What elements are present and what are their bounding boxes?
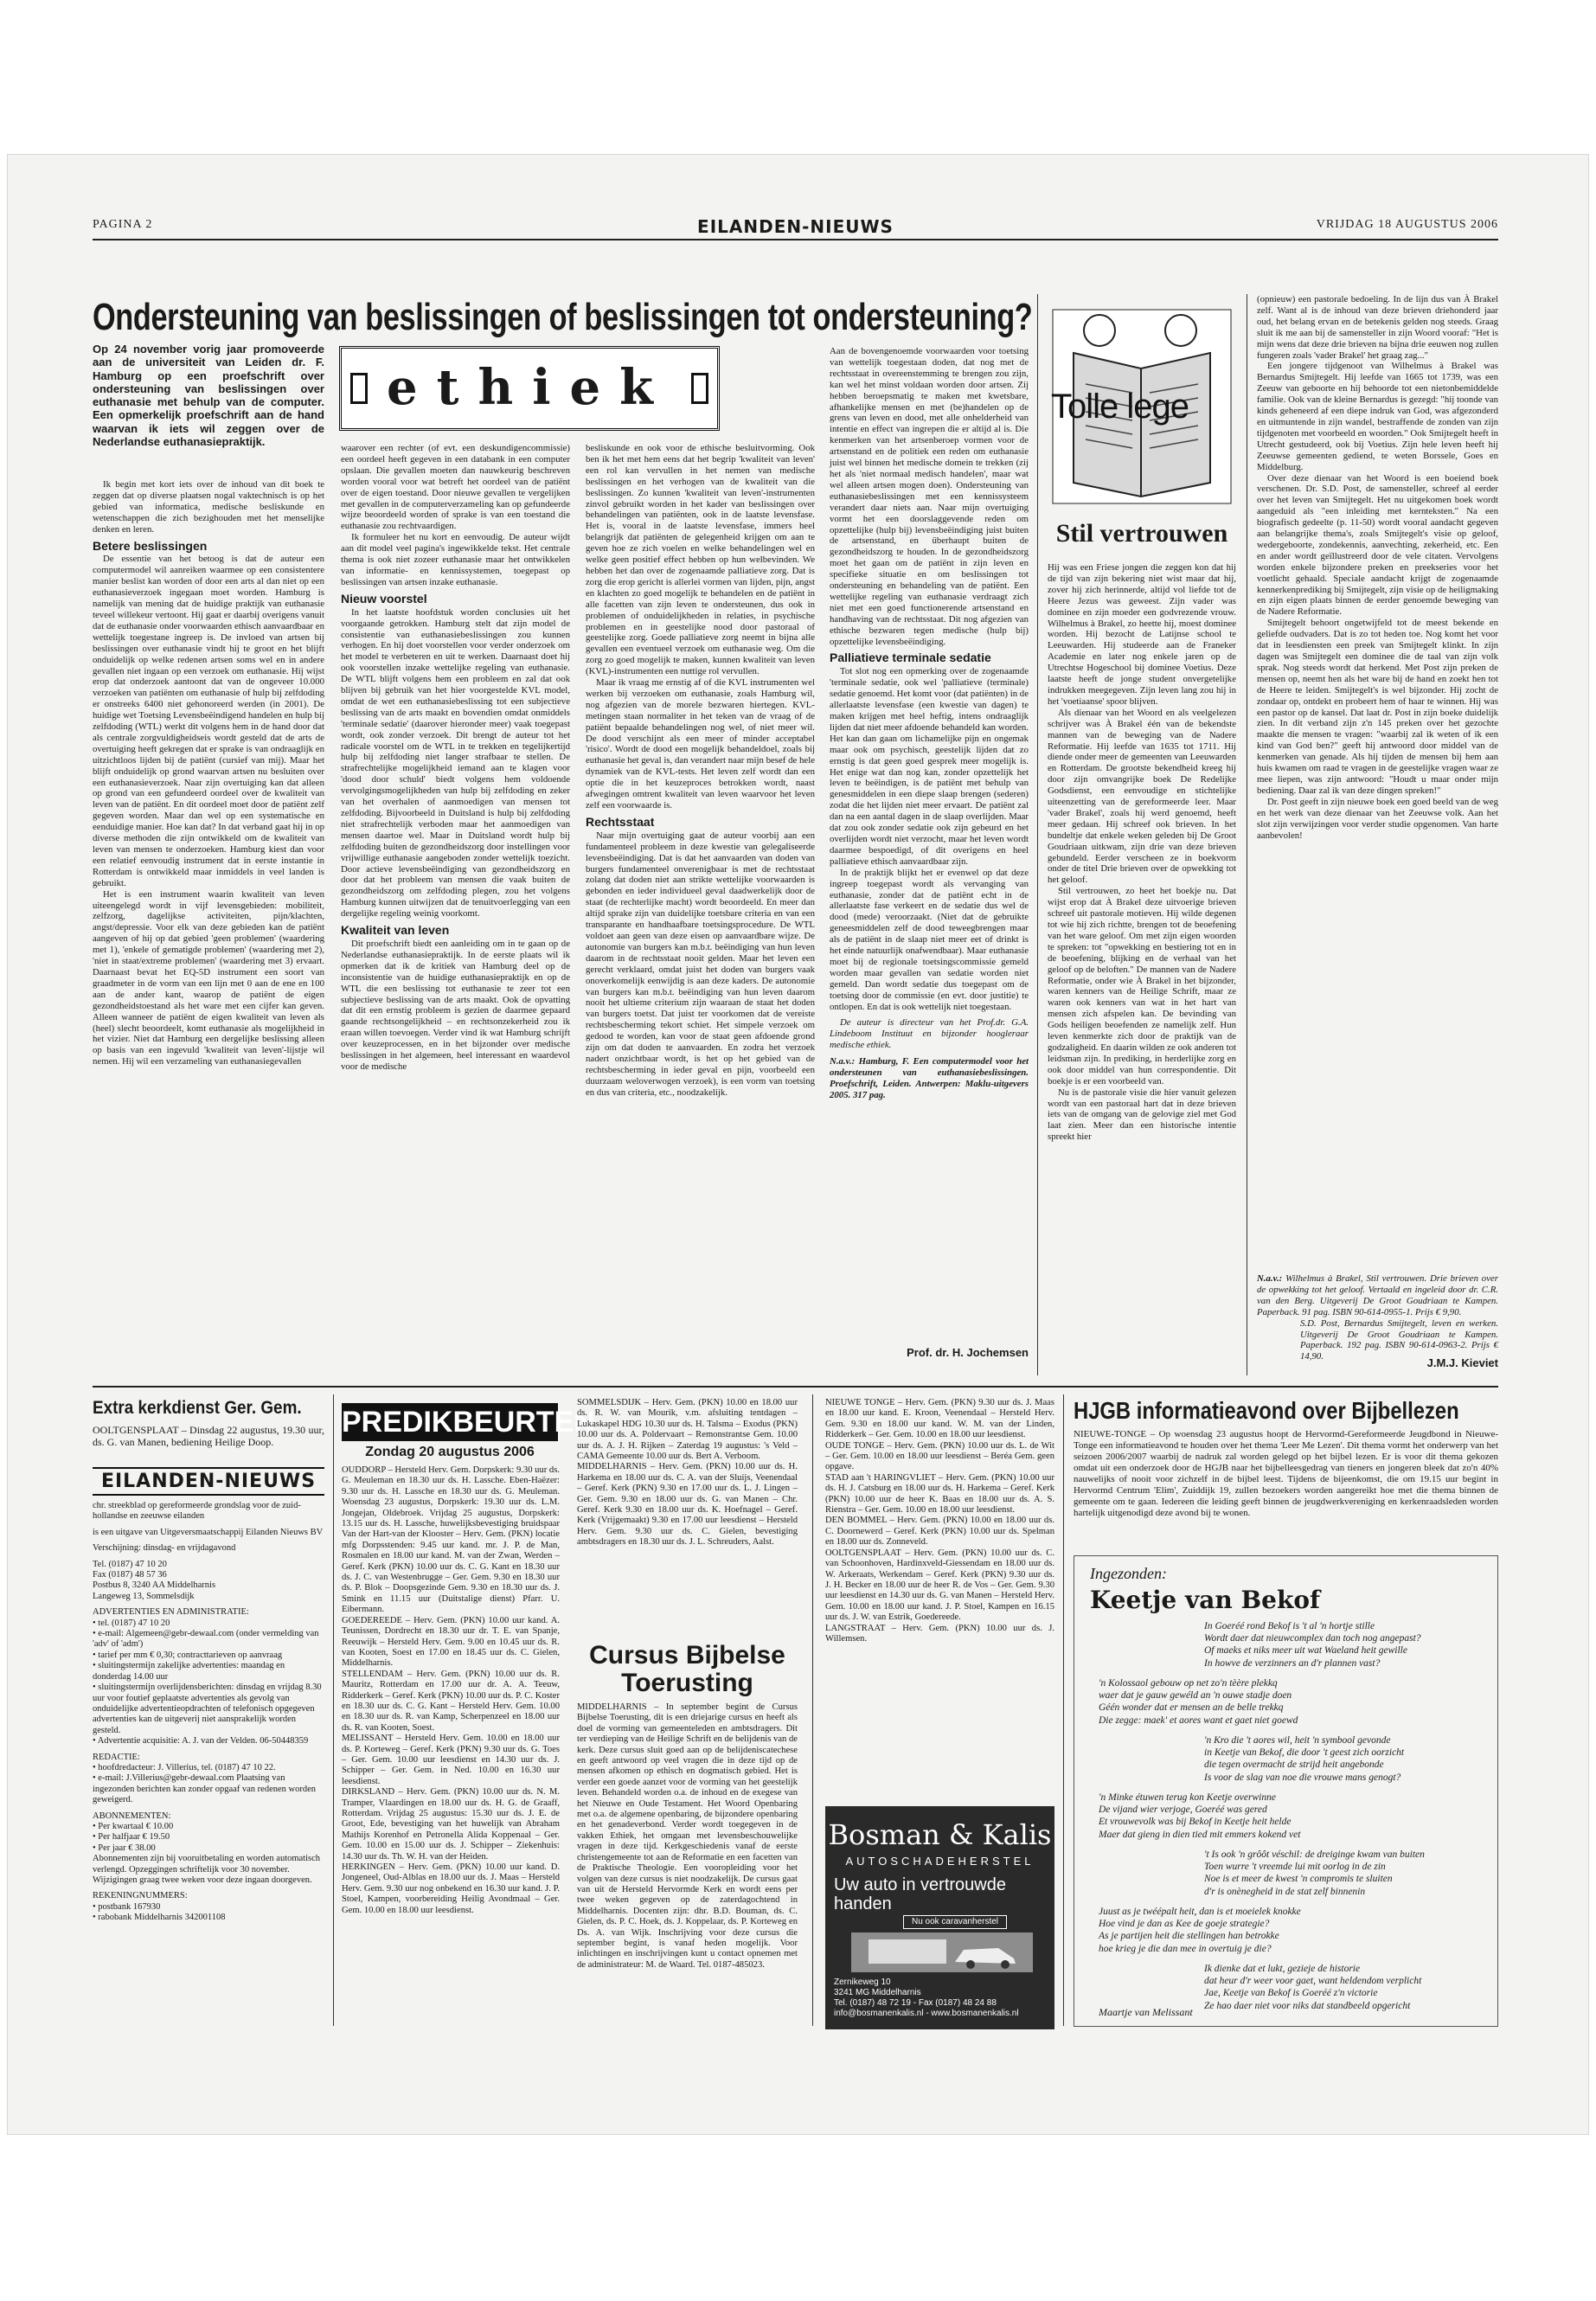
nav-label: N.a.v.: — [1257, 1273, 1283, 1284]
article-column-1 — [93, 479, 324, 1372]
predikbeurten-column-1: OUDDORP – Hersteld Herv. Gem. Dorpskerk: 9.30 uur ds. G. Meuleman en 18.30 uur ds. H. Lassche. Eben-Haëzer: 9.30 uur ds. H. Lassche en 18.30 uur ds. G. Meuleman. Woensdag 23 augustus, Dorpskerk: 19.30 uur ds. L.M. Jongejan, Oldebroek. Vrijdag 25 augustus, Dorpskerk: 13.15 uur ds. H. Lassche, huwelijksbevestiging bruidspaar Van der Hart-van der Klooster – Herv. Gem. (PKN) locatie mfg Dorpsstenden: 9.45 uur kand. mr. J. P. de Man, Rosmalen en 18.00 uur kand. M. van der Zwan, Werden – Geref. Kerk (PKN) 10.00 uur ds. C. G. Kant en 18.30 uur ds. J. C. van Westenbrugge – Ger. Gem. 9.30 en 18.30 uur ds. P. Blok – Doopsgezinde Gem. 9.30 en 18.30 uur ds. J. Smink en 11.15 uur (Duitstalige dienst) Pfarr. U. Eibermann. GOEDEREEDE – Herv. Gem. (PKN) 10.00 uur kand. A. Teunissen, Dordrecht en 18.30 uur dr. T. E. van Spanje, Reeuwijk – Hersteld Herv. Gem. 9.00 en 10.45 uur ds. R. van Kooten, Soest en 17.00 en 18.45 uur ds. C. Gielen, Middelharnis. STELLENDAM – Herv. Gem. (PKN) 10.00 uur ds. R. Mauritz, Rotterdam en 17.00 uur dr. A. A. Teeuw, Ridderkerk – Geref. Kerk (PKN) 10.00 uur ds. P. C. Koster en 18.30 uur ds. C. G. Kant – Hersteld Herv. Gem. 10.00 en 18.30 uur ds. R. van Kamp, Scherpenzeel en 18.00 uur ds. R. van Kooten, Soest. MELISSANT – Hersteld Herv. Gem. 10.00 en 18.00 uur ds. P. Korteweg – Geref. Kerk (PKN) 9.30 uur ds. G. Toes – Ger. Gem. 10.00 uur leesdienst en 14.30 uur ds. J. Schipper – Ger. Gem. in Ned. 10.00 en 16.30 uur leesdienst. DIRKSLAND – Herv. Gem. (PKN) 10.00 uur ds. N. M. Tramper, Vlaardingen en 18.00 uur ds. H. G. de Graaff, Rotterdam. Vrijdag 25 augustus: 15.30 uur ds. J. E. de Groot, Ede, bevestiging van het huwelijk van Abraham Mathijs Korenhof en Petronella Alida Koppenaal – Ger. Gem. 10.00 en 15.00 uur ds. J. Schipper – Ziekenhuis: 14.30 uur ds. Th. W. H. van der Heiden. HERKINGEN – Herv. Gem. (PKN) 10.00 uur kand. D. Jongeneel, Oud-Alblas en 18.00 uur ds. J. Maas – Hersteld Herv. Gem. 9.30 uur nog onbekend en 16.30 uur kand. J. P. Stoel, Kampen, voorbereiding Heilig Avondmaal – Ger. Gem. 10.00 en 18.00 uur leesdienst. — [342, 1465, 560, 1915]
paragraph: (opnieuw) een pastorale bedoeling. In de lijn dus van À Brakel zelf. Want al is de inhoud van deze brieven driehonderd jaar oud, het belang ervan en de betekenis gelden nog steeds. Graag sluit ik me aan bij de samensteller in zijn Woord vooraf: "Het is mijn wens dat deze drie brieven na bijna drie eeuwen nog zullen fungeren zoals 'vader Brakel' het graag zag..." — [1257, 294, 1498, 361]
keetje-poem-box — [1074, 1555, 1498, 2027]
tolle-lege-title: Stil vertrouwen — [1055, 519, 1228, 548]
colofon-subscriptions: • Per kwartaal € 10.00 • Per halfjaar € 19.50 • Per jaar € 38.00 Abonnementen zijn bij vooruitbetaling en worden automatisch verlengd. Opzeggingen schriftelijk voor 30 november. Wijzigingen graag twee weken voor deze ingaan doorgeven. — [93, 1821, 321, 1885]
paragraph: Ik formuleer het nu kort en eenvoudig. De auteur wijdt aan dit model veel pagina's ingewikkelde tekst. Het centrale thema is ook niet zozeer euthanasie maar het ontwikkelen van informatie- en kennissystemen, toegepast op beslissingen van artsen inzake euthanasie. — [341, 532, 570, 587]
article-column-2 — [341, 443, 570, 1372]
poem-stanza: Ik dienke dat et lukt, gezieje de historie dat heur d'r weer voor gaet, want heldendom verplicht Jae, Keetje van Bekof is Goeréé z'n victorie Ze hao daer niet voor niks dat standbeeld opgericht — [1204, 1964, 1422, 2011]
paragraph: Een jongere tijdgenoot van Wilhelmus à Brakel was Bernardus Smijtegelt. Hij leefde van 1665 tot 1739, was een Zeeuw van geboorte en hij behoorde tot een nietonbemiddelde familie. Ook van de kleine Bernardus is gezegd: "hij toonde van kinds geheneerd af een diepe indruk van God, was afgezonderd en uitmuntende in zijn wandel, bestraffende de zonden van zijn tijdgenoten met voorbeeld en woorden." Ook Smijtegelt heeft in Utrecht gestudeerd, ook bij Voetius. Zijn hele leven heeft hij Zeeuwse gemeenten gediend, te weten Borssele, Goes en Middelburg. — [1257, 361, 1498, 472]
predikbeurten-date: Zondag 20 augustus 2006 — [365, 1445, 535, 1459]
poem-stanza: 't Is ook 'n grôôt véschil: de dreiginge kwam van buiten Toen wurre 't vreemde lui mit oorlog in de zin Noe is et meer de kwest 'n compromis te sluiten d'r is onènegheid in de stat zelf binnenin — [1204, 1849, 1425, 1897]
colofon-heading: REDACTIE: — [93, 1752, 140, 1762]
tolle-lege-column-2 — [1257, 294, 1498, 1272]
paragraph: Tot slot nog een opmerking over de zogenaamde 'terminale sedatie, ook wel 'palliatieve (terminale) sedatie genoemd. Het komt voor (dat patiënten) in de allerlaatste levensfase (een kwestie van dagen) te maken krijgen met heel heftig, intens ondraaglijk lijden dat niet meer afdoende behandeld kan worden. Het kan dan gaan om lichamelijke pijn en ongemak maar ook om psychisch, geestelijk lijden dat zo ernstig is dat geen goed gesprek meer mogelijk is. Het enige wat dan nog kan, zonder opzettelijk het leven te beëindigen, is de patiënt met behulp van genesmiddelen in een diepe slaap brengen (sederen) zodat die het lijden niet meer ervaart. De patiënt zal dan na een aantal dagen in de slaap overlijden. Maar dat zou ook zonder sedatie ook zijn gebeurd en het overlijden wordt niet verzocht, maar het leven wordt daarmee bespoedigd, of dit overigens en heel palliatieve ethisch aanvaardbaar zijn. — [830, 666, 1029, 867]
hjgb-text: NIEUWE-TONGE – Op woensdag 23 augustus hoopt de Hervormd-Gereformeerde Jeugdbond in Nieuwe-Tonge een informatieavond te houden over het thema 'Leer Me Lezen'. Dit thema vormt het onderwerp van het seizoen 2006/2007 waarbij de nadruk zal worden gelegd op het bijbel lezen. Er is voor dit thema gekozen omdat uit een onderzoek door de HGJB naar het bijbelleesgedrag van tieners en jongeren bleek dat zo'n 40% nauwelijks of nooit voor zichzelf in de bijbel leest. Tijdens de bijeenkomst, die om 19.15 uur begint in Hervormd Centrum 'Elim', Zuiddijk 19, zullen bezoekers worden aangereikt hoe met die thema binnen de gemeente om te gaan. Iedereen die leiding geeft binnen de jeugdwerkvereniging en kerkenraadsleden worden hartelijk uitgenodigd deze avond bij te wonen. — [1074, 1429, 1498, 1518]
predikbeurten-title: PREDIKBEURTEN — [342, 1403, 558, 1441]
author-note: De auteur is directeur van het Prof.dr. G.A. Lindeboom Instituut en bijzonder hoogleraar medische ethiek. — [830, 1017, 1029, 1051]
tolle-lege-text: Tolle lege — [1051, 388, 1189, 426]
cursus-text: MIDDELHARNIS – In september begint de Cursus Bijbelse Toerusting, dit is een driejarige cursus en heeft als doel de vorming van gemeenteleden en ambtsdragers. Dit ter verdieping van de Heilige Schrift en de belijdenis van de kerk. Deze cursus sluit goed aan op de belijdeniscatechese en geeft antwoord op veel vragen die in deze tijd op de mensen afkomen op ethisch en dogmatisch gebied. Het is verder een goede aanzet voor de vorming van het geestelijk leven. Behandeld worden o.a. de inhoud en de exegese van het Nieuwe en Oude Testament. Het Woord Openbaring met o.a. de algemene openbaring, de bijzondere openbaring en het genadeverbond. Verder wordt toegegeven in de vakken Ethiek, het omgaan met levensbeschouwelijke vragen in deze tijd. Kerkgeschiedenis vanaf de eerste christengemeente tot aan de Reformatie en een facetten van de Praktische Theologie. Een vooropleiding voor het volgen van deze cursus is niet noodzakelijk. De cursus gaat van uit de Hersteld Hervormde Kerk en wordt eens per twee weken gegeven op de zaterdagochtend in Middelharnis. Docenten zijn: dhr. B.D. Bouman, ds. C. Gielen, ds. P. C. Hoek, ds. J. Koppelaar, ds. P. Korteweg en Ds. A. van Wijk. Inschrijving voor deze cursus die september begint, is vanaf heden mogelijk. Voor inlichtingen en inschrijvingen kunt u contact opnemen met de administrateur: M. de Waard. Tel. 0187-485023. — [577, 1702, 798, 1970]
poem-title: Keetje van Bekof — [1090, 1586, 1321, 1614]
column-divider — [1037, 294, 1038, 1375]
bibliography-entry: Wilhelmus à Brakel, Stil vertrouwen. Drie brieven over de opwekking tot het geloof. Vertaald en ingeleid door dr. C.R. van den Berg. Uitgeverij De Groot Goudriaan te Kampen. Paperback. 91 pag. ISBN 90-614-0955-1. Prijs € 9,90. — [1257, 1273, 1498, 1317]
header-rule — [93, 239, 1498, 240]
paragraph: Stil vertrouwen, zo heet het boekje nu. Dat wijst erop dat À Brakel deze uitvoerige brieven schreef uit pastorale motieven. Hij wilde degenen tot wie hij zich richtte, brengen tot de beoefening van het ware geloof. Om met zijn eigen woorden te spreken: tot "opwekking en bestiering tot en in de beoefening, blijking en de verhaal van het geloof op de beloften." De mannen van de Nadere Reformatie, onder wie À Brakel in het bijzonder, waren kenners van de Heilige Schrift, maar ze waren ook kenners van wat in het hart van mensen zich afspelen kan. De bevinding van Gods heiligen beoefenden ze namelijk zelf. Hun leven kenmerkte zich door de praktijk van de godzaligheid. En daarin wilden ze ook anderen tot leidsman zijn. In prediking, in herderlijke zorg en ook door middel van hun correspondentie. Dit boekje is er een voorbeeld van. — [1048, 886, 1236, 1086]
masthead: EILANDEN-NIEUWS — [697, 216, 894, 237]
paragraph: Maar ik vraag me ernstig af of die KVL instrumenten wel werken bij verzoeken om euthanasie, zoals Hamburg wil, nog afgezien van de morele bezwaren hiertegen. KVL-metingen staan normaliter in het teken van de vraag of de patiënt bepaalde behandelingen nog wel, of niet meer wil. De dood verschijnt als een meer of minder acceptabel 'risico'. Wordt de dood een mogelijk behandeldoel, zoals bij euthanasie het geval is, dan verandert naar mijn besef de hele dynamiek van de KVL-tests. Het leven zelf wordt dan een optie die in het keuzeproces betrokken wordt, naast afwegingen omtrent kwaliteit van leven waarvoor het leven zelf een voorwaarde is. — [586, 677, 815, 811]
colofon-tagline: chr. streekblad op gereformeerde grondslag voor de zuid-hollandse en zeeuwse eilanden — [93, 1501, 301, 1522]
article-column-4 — [830, 346, 1029, 1280]
article-lead: Op 24 november vorig jaar promoveerde aan de universiteit van Leiden dr. F. Hamburg op een proefschrift over ondersteuning van beslissingen over euthanasie met behulp van de computer. Een opmerkelijk proefschrift aan de hand waarvan ik iets wil zeggen over de Nederlandse euthanasiepraktijk. — [93, 343, 324, 449]
extra-kerkdienst-text: OOLTGENSPLAAT – Dinsdag 22 augustus, 19.30 uur, ds. G. van Manen, bediening Heilige Doop. — [93, 1424, 324, 1448]
tolle-lege-signature: J.M.J. Kieviet — [1426, 1356, 1498, 1369]
extra-kerkdienst-title: Extra kerkdienst Ger. Gem. — [93, 1398, 302, 1418]
bibliography-note: N.a.v.: Hamburg, F. Een computermodel voor het ondersteunen van euthanasiebeslissingen. Proefschrift, Leiden. Antwerpen: Maklu-uitgevers 2005. 317 pag. — [830, 1056, 1029, 1100]
ad-slogan: Uw auto in vertrouwde handen — [834, 1875, 1006, 1913]
paragraph: Over deze dienaar van het Woord is een boeiend boek verschenen. Dr. S.D. Post, de samensteller, schreef al eerder over het leven van Smijtegelt. Het nu uitgekomen boek wordt aangeduid als "een inleiding met kernteksten." Na een biografisch gedeelte (p. 11-50) wordt vooral aandacht gegeven aan belangrijke thema's, zoals Smijtegelt's visie op geloof, wedergeboorte, zondekennis, aanvechting, zekerheid, etc. Een en ander wordt geïllustreerd door de vele citaten. Vervolgens worden enkele bijzondere preken en preekseries voor het voetlicht gehaald. Speciale aandacht krijgt de zogenaamde kennerkenprediking bij Smijtegelt, zijn visie op de heiligmaking en zijn eigen plaats binnen de eerder genoemde beweging van de Nadere Reformatie. — [1257, 472, 1498, 618]
issue-date: VRIJDAG 18 AUGUSTUS 2006 — [1316, 218, 1498, 231]
ad-photo — [851, 1932, 1033, 1972]
poem-stanza: 'n Minke étuwen terug kon Keetje overwinne De vijand wier verjoge, Goeréé was gered Et vrouwevolk was bij Bekof in Keetje heit helde Maer dat gieng in dien tied mit emmers kokend vet — [1099, 1792, 1301, 1840]
hjgb-title: HJGB informatieavond over Bijbellezen — [1074, 1397, 1459, 1424]
ethiek-word: ethiek — [387, 359, 672, 416]
colofon-heading: REKENINGNUMMERS: — [93, 1891, 188, 1901]
paragraph: In het laatste hoofdstuk worden conclusies uit het voorgaande getrokken. Hamburg stelt dat zijn model de consistentie van euthanasiebeslissingen zou kunnen verhogen. En hij doet voorstellen voor verder onderzoek om het model te verbeteren en uit te werken. Daarnaast doet hij ook voorstellen inzake wettelijke regeling van euthanasie. De WTL blijft volgens hem een probleem en zal dat ook blijven bij gebruik van het hier voorgestelde KVL model, omdat de wet een euthanasiebeslissing tot een subjectieve beslissing van de arts maakt en bovendien omdat onmiddels 'terminale sedatie' (daarover hieronder meer) vaak toegepast wordt, ook zonder verzoek. Dit brengt de auteur tot het radicale voorstel om de WTL in te trekken en tegelijkertijd hulp bij zelfdoding niet langer strafbaar te stellen. De strafrechtelijke mogelijkheid iemand aan te klagen voor 'dood door schuld' biedt volgens hem voldoende vervolgingsmogelijkheden van hulp bij zelfdoding en zeker van het overhalen of aanmoedigen van mensen tot zelfdoding. Bijvoorbeeld in Duitsland is hulp bij zelfdoding niet strafrechtelijk verboden maar het aanmoedigen van mensen daartoe wel. Maar in Duitsland wordt hulp bij zelfdoding buiten de gezondheidszorg door instellingen voor vrijwillige euthanasie aangeboden zonder wettelijk toezicht. Door actieve levensbeëindiging van gezondheidszorg en door dat het probleem van mensen die vaak buiten de gezondheidszorg om zelfdoding plegen, zou het volgens Hamburg kunnen uitwijzen dat de tenuitvoerlegging van een dergelijke regeling weinig voorkomt. — [341, 606, 570, 920]
paragraph: Het is een instrument waarin kwaliteit van leven uiteengelegd wordt in vijf levensgebieden: mobiliteit, zelfzorg, dagelijkse activiteiten, pijn/klachten, angst/depressie. Voor elk van deze gebieden kan de patiënt aangeven of hij op dat gebied 'geen problemen' (waardering met 1), 'enkele of gematigde problemen' (waardering met 2), 'niet in staat/extreme problemen' (waardering met 3) ervaart. Daarnaast bevat het EQ-5D instrument een soort van graadmeter in de vorm van een lijn met 0 aan de ene en 100 aan de ander kant, waarop de patiënt de eigen gezondheidstoestand als het ware met een cijfer kan geven. Alleen wanneer de patiënt de eigen kwaliteit van leven als (heel) slecht beoordeelt, komt euthanasie als mogelijkheid in het vizier. Niet dat Hamburg een dergelijke beslissing alleen op basis van een ingevuld 'kwaliteit van leven'-lijstje wil nemen. Hij wil een verzameling van euthanasiegevallen — [93, 888, 324, 1067]
paragraph: waarover een rechter (of evt. een deskundigencommissie) een oordeel heeft gegeven in een databank in een computer opslaan. Die gevallen moeten dan nauwkeurig beschreven worden vooral voor wat betreft het oordeel van de patiënt over de eigen toestand. Door nieuwe gevallen te vergelijken met gevallen in de computerverzameling kan op gefundeerde wijze beoordeeld worden of sprake is van een toestand die euthanasie zou rechtvaardigen. — [341, 443, 570, 532]
colofon-accounts: • postbank 167930 • rabobank Middelharnis 342001108 — [93, 1901, 226, 1923]
predikbeurten-column-2: SOMMELSDIJK – Herv. Gem. (PKN) 10.00 en 18.00 uur ds. R. W. van Mourik, v.m. afsluiting tentdagen – Lukaskapel HDG 10.30 uur ds. H. Talsma – Exodus (PKN) 10.00 uur ds. A. Poldervaart – Remonstrantse Gem. 10.00 uur ds. A. J. H. Rijken – Zaterdag 19 augustus: 's Veld – CAMA Gemeente 10.00 uur ds. Bert A. Verboom. MIDDELHARNIS – Herv. Gem. (PKN) 10.00 uur ds. H. Harkema en 18.00 uur ds. C. A. van der Sluijs, Veenendaal – Geref. Kerk (PKN) 9.30 en 17.00 uur ds. L. J. Lingen – Ger. Gem. 9.30 en 18.00 uur ds. G. van Manen – Chr. Geref. Kerk 9.30 en 18.00 uur ds. K. Hoefnagel – Geref. Kerk (Vrijgemaakt) 9.30 en 17.00 uur leesdienst – Hersteld Herv. Gem. 9.30 uur ds. C. Gielen, bevestiging ambtsdragers en 18.30 uur ds. J. L. Schreuders, Aalst. — [577, 1398, 798, 1548]
ad-caravan: Nu ook caravanherstel — [903, 1915, 1007, 1929]
colofon-body — [93, 1501, 324, 1924]
column-divider — [333, 1394, 334, 2026]
poem-author: Maartje van Melissant — [1099, 2006, 1193, 2018]
colofon-heading: ADVERTENTIES EN ADMINISTRATIE: — [93, 1607, 249, 1618]
paragraph: Als dienaar van het Woord en als veelgelezen schrijver was À Brakel één van de bekendste mannen van de beweging van de Nadere Reformatie. Hij leefde van 1635 tot 1711. Hij diende onder meer de gemeenten van Leeuwarden en Rotterdam. De grootste bekendheid kreeg hij door zijn omvangrijke boek De Redelijke Godsdienst, een eenvoudige en stichtelijke uiteenzetting van de gereformeerde leer. Maar 'vader Brakel', zoals hij werd genoemd, heeft meer gedaan. Hij schreef ook brieven. In het bundeltje dat enkele weken geleden bij De Groot Goudriaan uitkwam, zijn drie van deze brieven gebundeld. Eerder verscheen ze in boekvorm onder de titel Drie brieven over de opwekking tot het geloof. — [1048, 707, 1236, 886]
bibliography-entry: S.D. Post, Bernardus Smijtegelt, leven en werken. Uitgeverij De Groot Goudriaan te Kampen. Paperback. 192 pag. ISBN 90-614-0963-2. Prijs € 14,90. — [1300, 1317, 1498, 1362]
newspaper-page — [93, 216, 1498, 2076]
ingezonden-label: Ingezonden: — [1090, 1565, 1167, 1582]
poem-stanza: 'n Kolossaol gebouw op net zo'n tèère plekkq waer dat je gauw gewéld an 'n ouwe stadje doen Géén wonder dat er mensen an de belle trekkq Die zegge: maek' et aores want et gaet niet goewd — [1099, 1678, 1298, 1726]
paragraph: Ik begin met kort iets over de inhoud van dit boek te zeggen dat op diverse plaatsen nogal vaktechnisch is op het gebied van informatica, medische besliskunde en wetenschappen die zich bezighouden met het menselijke denken en leren. — [93, 479, 324, 535]
ad-subtitle: AUTOSCHADEHERSTEL — [845, 1855, 1035, 1868]
subheading: Rechtsstaat — [586, 814, 655, 829]
paragraph: Dit proefschrift biedt een aanleiding om in te gaan op de Nederlandse euthanasiepraktijk. In de eerste plaats wil ik opmerken dat ik de kritiek van Hamburg deel op de inconsistentie van de huidige euthanasiepraktijk en op de WTL die een beslissing tot euthanasie te zeer tot een subjectieve beslissing van de arts maakt. Ook de opvatting dat dit een ernstig probleem is gezien de daarmee gepaard gaande rechtsongelijkheid – en rechtsonzekerheid zou ik eraan willen toevoegen. Verder vind ik wat Hamburg schrijft over keuzeprocessen, en in het bijzonder over medische beslissingen in het algemeen, heel interessant en waardevol voor de medische — [341, 938, 570, 1072]
main-headline: Ondersteuning van beslissingen of beslissingen tot ondersteuning? — [93, 296, 1033, 338]
predikbeurten-column-3: NIEUWE TONGE – Herv. Gem. (PKN) 9.30 uur ds. J. Maas en 18.00 uur kand. E. Kroon, Veenendaal – Hersteld Herv. Gem. 9.30 en 18.00 uur kand. W. M. van der Linden, Ridderkerk – Ger. Gem. 10.00 en 18.00 uur leesdienst. OUDE TONGE – Herv. Gem. (PKN) 10.00 uur ds. L. de Wit – Ger. Gem. 10.00 en 18.00 uur leesdienst – Beréa Gem. geen opgave. STAD aan 't HARINGVLIET – Herv. Gem. (PKN) 10.00 uur ds. H. J. Catsburg en 18.00 uur ds. H. Harkema – Geref. Kerk (PKN) 10.00 uur de heer K. Baas en 18.00 uur ds. A. S. Rienstra – Ger. Gem. 10.00 en 18.00 uur leesdienst. DEN BOMMEL – Herv. Gem. (PKN) 10.00 en 18.00 uur ds. C. Doornewerd – Geref. Kerk (PKN) 10.00 uur ds. Spelman en 18.00 uur ds. Zonneveld. OOLTGENSPLAAT – Herv. Gem. (PKN) 10.00 uur ds. C. van Schoonhoven, Hardinxveld-Giessendam en 18.00 uur ds. W. Arkeraats, Werkendam – Geref. Kerk (PKN) 9.30 uur ds. J. H. Becker en 18.00 uur de heer R. de Vos – Ger. Gem. 9.30 uur leesdienst en 14.30 uur ds. G. van Manen – Hersteld Herv. Gem. 10.00 en 18.00 uur kand. J. P. Stoel, Kampen en 16.15 uur ds. J. W. van Estrik, Goedereede. LANGSTRAAT – Herv. Gem. (PKN) 10.00 uur ds. J. Willemsen. — [825, 1398, 1054, 1644]
page-number: PAGINA 2 — [93, 218, 153, 231]
ethiek-logo — [339, 346, 720, 431]
paragraph: In de praktijk blijkt het er evenwel op dat deze ingreep toegepast wordt als vervanging van euthanasie, zonder dat de patiënt echt in de allerlaatste fase verkeert en de sedatie dus wel de dood (mede) veroorzaakt. (Niet dat de gebruikte geneesmiddelen zelf de dood teweegbrengen maar als de patiënt in de slaap niet meer eet of drinkt is het einde natuurlijk onafwendbaar). Maar euthanasie moet bij de regionale toetsingscommissie gemeld worden maar gevallen van sedatie worden niet gemeld. Dan wordt sedatie dus toegepast om de toetsing door de commissie (en evt. door justitie) te ontlopen. En dat is ook wettelijk niet toegestaan. — [830, 867, 1029, 1012]
paragraph: Dr. Post geeft in zijn nieuwe boek een goed beeld van de weg en het werk van deze dienaar van het Zeeuwse volk. Aan het slot zijn verwijzingen voor verder studie opgenomen. Van harte aanbevolen! — [1257, 796, 1498, 841]
subheading: Palliatieve terminale sedatie — [830, 651, 991, 665]
paragraph: Naar mijn overtuiging gaat de auteur voorbij aan een fundamenteel probleem in deze kwestie van gelegaliseerde levensbeëindiging. Dat is dat het aanvaarden van doden van burgers fundamenteel onverenigbaar is met de rechtsstaat zolang dat doden niet aan strikte wettelijke voorwaarden is gebonden en ieder individueel geval daadwerkelijk door de staat (de rechterlijke macht) wordt beoordeeld. En meer dan altijd sprake zijn van duidelijke toetsbare criteria en van een transparante en handhaafbare toetsingsprocedure. De WTL voldoet aan geen van deze eisen op aanvaardbare wijze. De autonomie van burgers kan m.b.t. beëindiging van hun leven daarom in de rechtsstaat nooit gelden. Maar het leven een gerecht verklaard, omdat juist het doden van burgers vaak onoverkomelijk eenwijdig is aan deze kaders. De autonomie van burgers kan m.b.t. beëindiging van hun leven daarom nooit het ultieme criterium zijn waaraan de staat het doden van burgers toetst. Dat juist ter voorkomen dat de vereiste rechtsbescherming tekort schiet. Het simpele verzoek om gedood te worden, kan voor de staat geen afdoende grond zijn om dat doden te aanvaarden. En zodra het verzoek nadert onzichtbaar wordt, is het op het gebied van de rechtsbescherming in ieder geval en pijn, voorbeeld een duurzaam weloverwogen verzoek), is een vorm van toetsing en dus van criteria, etc., noodzakelijk. — [586, 830, 815, 1098]
subheading: Kwaliteit van leven — [341, 923, 450, 938]
paragraph: Hij was een Friese jongen die zeggen kon dat hij de tijd van zijn bekering niet wist maar dat hij, zover hij zich herinnerde, altijd vol liefde tot de Heere Jezus was geweest. Zijn vader was dominee en zijn moeder een godvrezende vrouw. Wilhelmus à Brakel, zo heette hij, moest dominee worden. Hij bezocht de Latijnse school te Leeuwarden. Hij studeerde aan de Franeker Academie en later nog enkele jaren op de Utrechtse Hogeschool bij dominee Voetius. Deze laatste heeft de jonge student onvergetelijke indrukken meegegeven. Zijn leven lang zou hij in het 'voetiaanse' spoor blijven. — [1048, 562, 1236, 707]
colofon-editorial: • hoofdredacteur: J. Villerius, tel. (0187) 47 10 22. • e-mail: J.Villerius@gebr-dewaal.com Plaatsing van ingezonden berichten kan zonder opgaaf van redenen worden geweigerd. — [93, 1762, 317, 1805]
colofon-schedule: Verschijning: dinsdag- en vrijdagavond — [93, 1543, 236, 1554]
colofon-advertising: • tel. (0187) 47 10 20 • e-mail: Algemeen@gebr-dewaal.com (onder vermelding van 'adv' of 'adm') • tarief per mm € 0,30; contracttarieven op aanvraag • sluitingstermijn zakelijke advertenties: maandag en donderdag 14.00 uur • sluitingstermijn overlijdensberichten: dinsdag en vrijdag 8.30 uur voor foutief geplaatste advertenties als gevolg van onduidelijke advertentieopdrachten of telefonisch opgegeven advertenties kan de uitgeverij niet aansprakelijk worden gesteld. • Advertentie acquisitie: A. J. van der Velden. 06-50448359 — [93, 1618, 322, 1747]
colofon-masthead: EILANDEN-NIEUWS — [93, 1467, 324, 1496]
tolle-lege-bibliography — [1257, 1273, 1498, 1362]
colofon-heading: ABONNEMENTEN: — [93, 1811, 171, 1821]
paragraph: besliskunde en ook voor de ethische besluitvorming. Ook ben ik het met hem eens dat het begrip 'kwaliteit van leven' een rol kan vervullen in het nemen van medische beslissingen en het verhogen van de kwaliteit van die beslissingen. Zo kunnen 'kwaliteit van leven'-instrumenten zinvol gebruikt worden in het kader van beslissingen over behandelingen van patiënten, ook in de laatste levensfase. Het is, vooral in de laatste levensfase, immers heel belangrijk dat patiënten de gelegenheid krijgen om aan te geven hoe ze zich voelen en welke behandelingen wel en welke geen positief effect hebben op hun welbevinden. We hebben het dan over de zogenaamde palliatieve zorg. Dat is zorg die erop gericht is allerlei vormen van lijden, pijn, angst en klachten zo goed mogelijk te behandelen en de patiënt in alle facetten van zijn leven te ondersteunen, dus ook in problemen of onduidelijkheden in relaties, in psychische problemen en in geestelijke nood door pastoraal of geestelijke zorg. Goede palliatieve zorg neemt in bijna alle gevallen een eventueel verzoek om euthanasie weg. Om die zorg zo goed mogelijk te maken, kunnen kwaliteit van leven (KVL)-instrumenten een nuttige rol vervullen. — [586, 443, 815, 677]
tolle-lege-illustration — [1048, 301, 1236, 509]
paragraph: De essentie van het betoog is dat de auteur een computermodel wil aanreiken waarmee op een consistentere manier beslist kan worden of door een arts al dan niet op een euthanasieverzoek ingegaan moet worden. Hamburg is namelijk van mening dat de huidige praktijk van euthanasie teveel willekeur vertoont. Hij gaat er daarbij overigens vanuit dat de euthanasie onder voorwaarden ethisch aanvaardbaar en wettelijk toegestane ingreep is. De invloed van artsen bij beslissingen over euthanasie vindt hij te groot en het blijft onduidelijk op welke redenen artsen soms wel en in andere gevallen niet ingaan op een verzoek om euthanasie. Hij wijst erop dat onderzoek aantoont dat van de ongeveer 10.000 verzoeken van patiënten om euthanasie of hulp bij zelfdoding er onstreeks 6400 niet gehonoreerd werden (in 2001). De huidige wet Toetsing Levensbeëindigend handelen en hulp bij zelfdoding (WTL) werkt dit volgens hem in de hand door dat als centrale zorgvuldigheidseis wordt gesteld dat de arts de overtuiging heeft gekregen dat er sprake is van ondraaglijk en uitzichtloos lijden bij de patiënt (cursief van mij). Maar het blijft onduidelijk op grond waarvan artsen nu besluiten over een euthanasieverzoek. Naar zijn overtuiging kan dat alleen op grond van een gefundeerd oordeel over de kwaliteit van leven van de patiënt. En dit oordeel moet door de patiënt zelf gegeven worden. Maar dan wel op een systematische en eenduidige manier. Hoe kan dat? In dat verband gaat hij in op diverse methoden die zijn ontwikkeld om de kwaliteit van leven van mensen te onderzoeken. Hamburg kiest dan voor een relatief eenvoudig instrument dat in eerste instantie in Rotterdam is ontwikkeld maar inmiddels in veel landen is gebruikt. — [93, 554, 324, 888]
colofon — [93, 1462, 324, 2014]
article-column-3 — [586, 443, 815, 1372]
section-divider — [93, 1386, 1498, 1388]
poem-stanza: Juust as je twéépalt heit, dan is et moeielek knokke Hoe vind je dan as Kee de goeje strategie? As je partijen heit die stellingen han betrokke hoe krieg je die dan mee in overtuig je die? — [1099, 1907, 1301, 1954]
ad-address: Zernikeweg 10 3241 MG Middelharnis Tel. (0187) 48 72 19 - Fax (0187) 48 24 88 info@bosmanenkalis.nl - www.bosmanenkalis.nl — [834, 1977, 1019, 2018]
car-icon — [851, 1932, 1033, 1972]
paragraph: Smijtegelt behoort ongetwijfeld tot de meest bekende en geliefde oudvaders. Dat is zo tot heden toe. Nog komt het voor dat in leesdiensten een preek van Smijtegelt klinkt. In zijn dagen was Smijtegelt een dominee die de taal van zijn volk sprak. Nog steeds wordt dat herkend. Met Post zijn preken de mensen op, neemt hen als het ware bij de hand en zoekt hen tot de Heere te leiden. Smijtegelt's is wel bijzonder. Hij zocht de zondaar op, ontdekt en probeert hem of haar te winnen. Hij was een pastor op de kansel. Dat laat dr. Post in zijn boeke duidelijk zien. In dit verband zijn z'n 145 preken over het gezochte maakte die mensen te vragen: "waarbij zal ik weten of ik een kind van God ben?" geeft hij antwoord door middel van de kenmerken van genade. Als hij tijden de mensen bij hem aan huis kwamen om raad te vragen in de geestelijke vragen waar ze mee liepen, was zijn antwoord: "Houdt u maar onder mijn bediening. Daar zal ik van deze dingen spreken!" — [1257, 618, 1498, 796]
cursus-title: Cursus Bijbelse Toerusting — [589, 1641, 785, 1697]
paragraph: Aan de bovengenoemde voorwaarden voor toetsing van wettelijk toegestaan doden, dat nog met de rechtsstaat in overeenstemming te brengen zou zijn, kan wel het minst voldaan worden door artsen. Zij hebben beroepsmatig te maken met kwetsbare, afhankelijke mensen en met (be)handelen op de grens van leven en dood, met alle onhelderheid van intentie en effect van ingrepen die er altijd al is. Die kenmerken van het artsenberoep vormen voor de artsenstand en de politiek een reden om euthanasie juist wel binnen het medische domein te trekken (zij het als 'niet normaal medisch handelen', maar wat wel alleen artsen mogen doen). Ondersteuning van euthanasiebeslissingen met een kennissysteem verandert daar niets aan. Naar mijn overtuiging vormt het een doorslaggevende reden om opzettelijke (hulp bij) levensbeëindiging juist buiten de artsenstand, en überhaupt buiten de gezondheidszorg te houden. In de gezondheidszorg moet het gaan om de patiënt in zijn leven en specifieke situatie en om beslissingen tot ondersteuning en behandeling van de patiënt. Een wettelijke regeling van euthanasie verdraagt zich niet met een goed functionerende artsenstand en handhaving van de rechtsstaat. Dit nog afgezien van ethische bezwaren tegen medische (hulp bij) opzettelijke levensbeëindiging. — [830, 346, 1029, 647]
ad-company-name: Bosman & Kalis — [828, 1818, 1052, 1851]
tolle-lege-column-1 — [1048, 562, 1236, 1375]
subheading: Betere beslissingen — [93, 538, 208, 553]
page-header — [93, 216, 1498, 235]
bosman-kalis-ad[interactable] — [825, 1806, 1054, 2029]
paragraph: Nu is de pastorale visie die hier vanuit gelezen wordt van een pastoraal hart dat in deze brieven iets van de omgang van de gelovige ziel met God laat zien. Meer dan een historische intentie spreekt hier — [1048, 1086, 1236, 1143]
article-signature: Prof. dr. H. Jochemsen — [907, 1346, 1029, 1359]
column-divider — [1063, 1394, 1064, 2026]
colofon-contact: Tel. (0187) 47 10 20 Fax (0187) 48 57 36 Postbus 8, 3240 AA Middelharnis Langeweg 13, Sommelsdijk — [93, 1559, 216, 1601]
poem-stanza: 'n Kro die 't aores wil, heit 'n symbool gevonde in Keetje van Bekof, die door 't geest zich oorzicht die tegen overmacht de strijd heit angebonde Is voor de slag van noe die vrouwe mans genogt? — [1204, 1735, 1405, 1783]
subheading: Nieuw voorstel — [341, 591, 427, 606]
colofon-publisher: is een uitgave van Uitgeversmaatschappij Eilanden Nieuws BV — [93, 1527, 324, 1537]
poem-stanza: In Goeréé rond Bekof is 't al 'n hortje stille Wordt daer dat nieuwcomplex dan toch nog angepast? Of maeks et niks meer uit wat Waeland heit gewille In howve de verzinners an d'r plannen vast? — [1204, 1621, 1421, 1669]
column-divider — [812, 1394, 813, 2026]
